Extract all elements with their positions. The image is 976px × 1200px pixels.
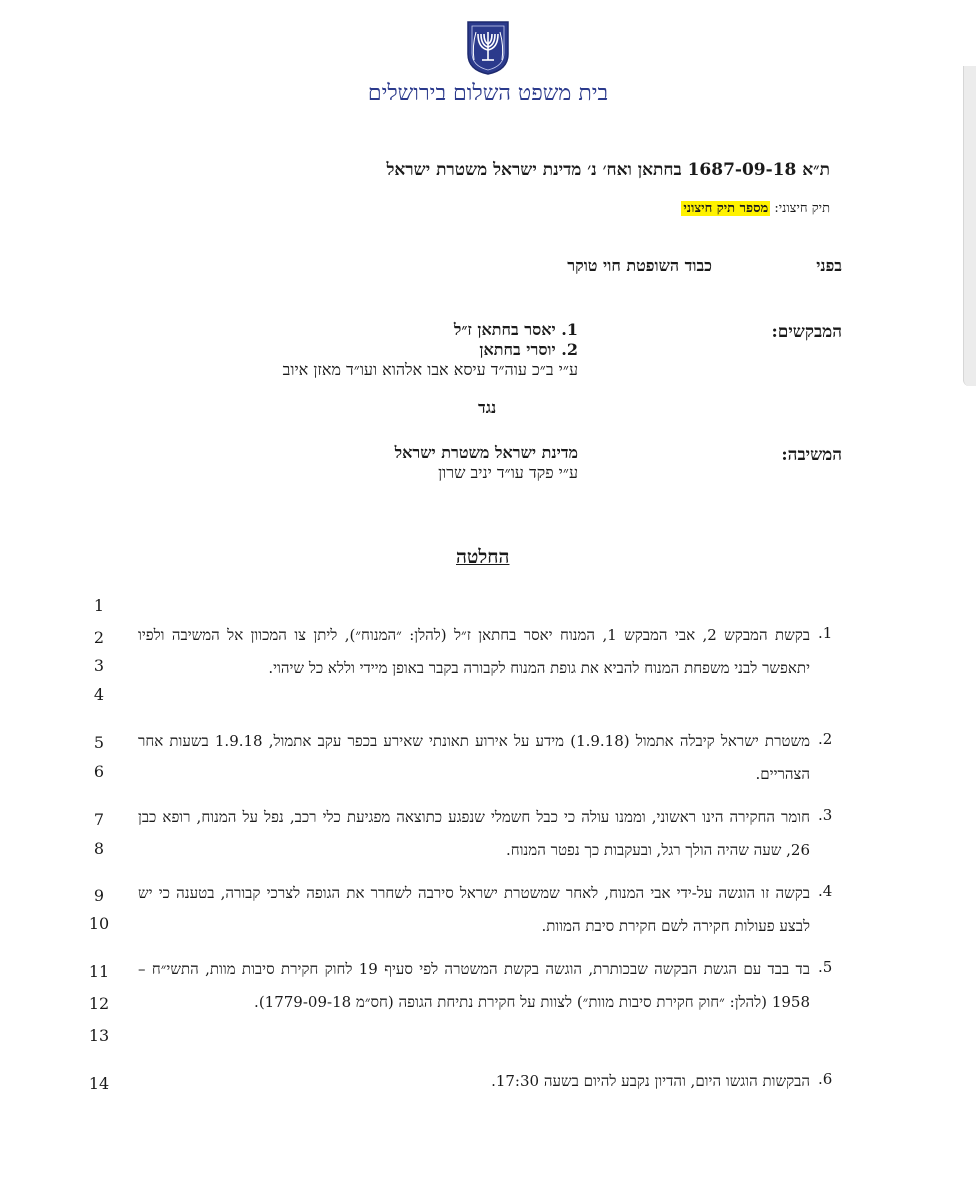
line-number: 7 (93, 810, 105, 829)
line-number: 3 (93, 656, 105, 675)
case-title: ת״א 1687-09-18 בחתאן ואח׳ נ׳ מדינת ישראל משטרת ישראל (386, 160, 830, 180)
respondent-block (395, 443, 578, 483)
line-number: 9 (93, 886, 105, 905)
respondent-counsel: ע״י פקד עו״ד יניב שרון (438, 463, 578, 482)
applicants-label: המבקשים: (771, 322, 842, 342)
decision-title: החלטה (456, 546, 510, 568)
external-file-label: תיק חיצוני: (774, 201, 830, 216)
paragraph-text: בקשה זו הוגשה על-ידי אבי המנוח, לאחר שמשטרת ישראל סירבה לשחרר את הגופה לצרכי קבורה, בטענה כי יש לבצע פעולות חקירה לשם חקירת סיבת המוות. (138, 884, 810, 935)
line-number: 14 (88, 1074, 110, 1093)
applicants-counsel: ע״י ב״כ עוה״ד עיסא אבו אלהוא ועו״ד מאזן איוב (282, 360, 578, 379)
paragraph-text: בד בבד עם הגשת הבקשה שבכותרת, הוגשה בקשת המשטרה לפי סעיף 19 לחוק חקירת סיבות מוות, התשי״ח – 1958 (להלן: ״חוק חקירת סיבות מוות״) לצוות על חקירת נתיחת הגופה (חס״מ 1779-09-18). (138, 960, 810, 1011)
external-file-value: מספר תיק חיצוני (683, 201, 769, 216)
line-number: 4 (93, 685, 105, 704)
judge-name: כבוד השופטת חוי טוקר (567, 256, 712, 275)
applicant-1: 1. יאסר בחתאן ז״ל (453, 320, 578, 339)
paragraph-text: חומר החקירה הינו ראשוני, וממנו עולה כי כבל חשמלי שנפגע כתוצאה מפגיעת כלי רכב, נפל על המנוח, רופא כבן 26, שעה שהיה הולך רגל, ובעקבות כך נפטר המנוח. (138, 808, 810, 859)
line-number: 13 (88, 1026, 110, 1045)
line-number: 10 (88, 914, 110, 933)
respondent-label: המשיבה: (781, 445, 842, 465)
line-number: 2 (93, 628, 105, 647)
line-number: 12 (88, 994, 110, 1013)
line-number: 6 (93, 762, 105, 781)
paragraph-number: .4 (818, 882, 833, 900)
line-number: 5 (93, 733, 105, 752)
state-emblem-icon (466, 20, 510, 76)
paragraph-number: .6 (818, 1070, 833, 1088)
line-number: 1 (93, 596, 105, 615)
versus-label: נגד (478, 398, 497, 417)
line-number: 11 (88, 962, 110, 981)
paragraph-number: .2 (818, 730, 833, 748)
court-name: בית משפט השלום בירושלים (367, 81, 609, 106)
paragraph-number: .5 (818, 958, 833, 976)
paragraph-text: הבקשות הוגשו היום, והדיון נקבע להיום בשעה 17:30. (491, 1072, 810, 1090)
line-number: 8 (93, 839, 105, 858)
paragraph-number: .1 (818, 624, 833, 642)
respondent-name: מדינת ישראל משטרת ישראל (394, 443, 578, 462)
applicants-block (283, 320, 578, 380)
scrollbar[interactable] (963, 66, 976, 386)
applicant-2: 2. יוסרי בחתאן (479, 340, 578, 359)
before-label: בפני (816, 256, 842, 275)
paragraph-text: בקשת המבקש 2, אבי המבקש 1, המנוח יאסר בחתאן ז״ל (להלן: ״המנוח״), ליתן צו המכוון אל המשיבה ולפיו יתאפשר לבני משפחת המנוח להביא את גופת המנוח לקבורה בקבר באופן מיידי וללא כל שיהוי. (138, 626, 810, 677)
paragraph-text: משטרת ישראל קיבלה אתמול (1.9.18) מידע על אירוע תאונתי שאירע בכפר עקב אתמול, 1.9.18 בשעות אחר הצהריים. (138, 732, 811, 783)
external-file-line (681, 200, 830, 216)
paragraph-number: .3 (818, 806, 833, 824)
